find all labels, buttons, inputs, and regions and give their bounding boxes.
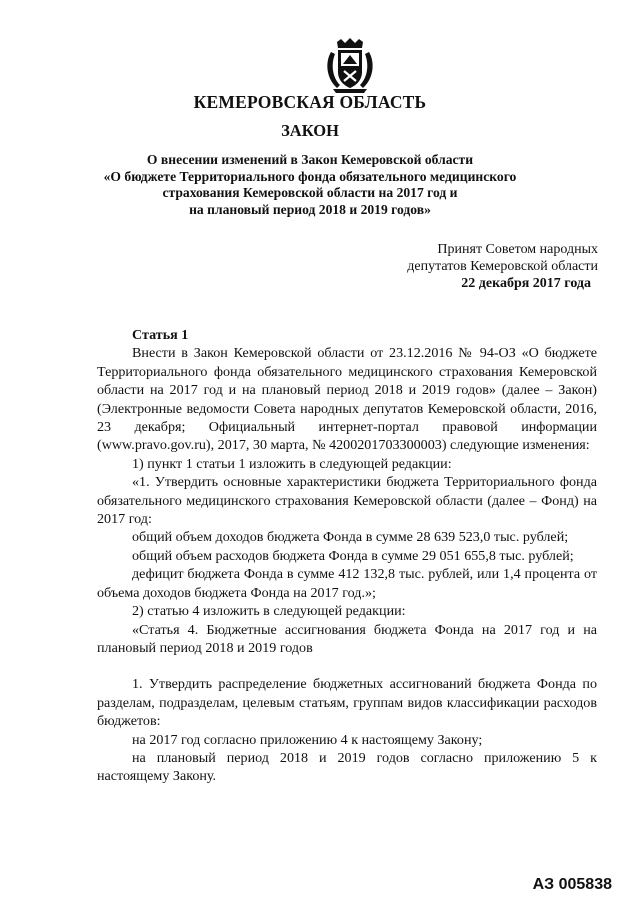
law-title-line: на плановый период 2018 и 2019 годов»	[189, 201, 431, 217]
document-type-heading: ЗАКОН	[281, 121, 339, 140]
law-title-line: О внесении изменений в Закон Кемеровской области	[146, 152, 474, 167]
article-heading: Статья 1	[132, 327, 189, 343]
article-paragraph: общий объем доходов бюджета Фонда в сумме 28 639 523,0 тыс. рублей;	[132, 529, 569, 546]
article-paragraph: 1. Утвердить распределение бюджетных ассигнований бюджета Фонда по разделам, подразделам, целевым статьям, группам видов классификации расходов бюджетов:	[97, 676, 597, 730]
article-paragraph: на плановый период 2018 и 2019 годов согласно приложению 5 к настоящему Закону.	[97, 749, 597, 785]
law-title-line: «О бюджете Территориального фонда обязательного медицинского	[103, 168, 517, 184]
paragraph-gap	[97, 657, 597, 675]
law-title-line: страхования Кемеровской области на 2017 год и	[162, 185, 458, 201]
article-paragraph: «Статья 4. Бюджетные ассигнования бюджета Фонда на 2017 год и на плановый период 2018 и 2019 годов	[97, 621, 597, 656]
article-paragraph: Внести в Закон Кемеровской области от 23.12.2016 № 94-ОЗ «О бюджете Территориального фонда обязательного медицинского страхования Кемеровской области на 2017 год и на плановый период 2018 и 2019 годов» (далее – Закон) (Электронные ведомости Совета народных депутатов Кемеровской области, 2016, 23 декабря; Официальный интернет-портал правовой информации (www.pravo.gov.ru), 2017, 30 марта, № 4200201703300003) следующие изменения:	[97, 345, 597, 454]
article-paragraph: 1) пункт 1 статьи 1 изложить в следующей редакции:	[132, 455, 452, 472]
article-paragraph: дефицит бюджета Фонда в сумме 412 132,8 тыс. рублей, или 1,4 процента от объема доходов бюджета Фонда на 2017 год.»;	[97, 566, 597, 601]
form-serial-number: АЗ 005838	[532, 876, 612, 893]
article-paragraph: на 2017 год согласно приложению 4 к настоящему Закону;	[132, 731, 483, 748]
law-title	[90, 152, 530, 218]
region-heading: КЕМЕРОВСКАЯ ОБЛАСТЬ	[193, 92, 427, 112]
adoption-line: депутатов Кемеровской области	[407, 259, 598, 274]
article-body	[97, 326, 597, 786]
adoption-line: Принят Советом народных	[437, 242, 598, 257]
adoption-block	[338, 241, 598, 292]
article-paragraph: «1. Утвердить основные характеристики бюджета Территориального фонда обязательного медицинского страхования Кемеровской области (далее – Фонд) на 2017 год:	[97, 474, 597, 528]
coat-of-arms-icon	[323, 38, 377, 94]
article-paragraph: 2) статью 4 изложить в следующей редакции:	[132, 603, 406, 620]
article-paragraph: общий объем расходов бюджета Фонда в сумме 29 051 655,8 тыс. рублей;	[132, 547, 574, 564]
adoption-date: 22 декабря 2017 года	[461, 276, 591, 291]
